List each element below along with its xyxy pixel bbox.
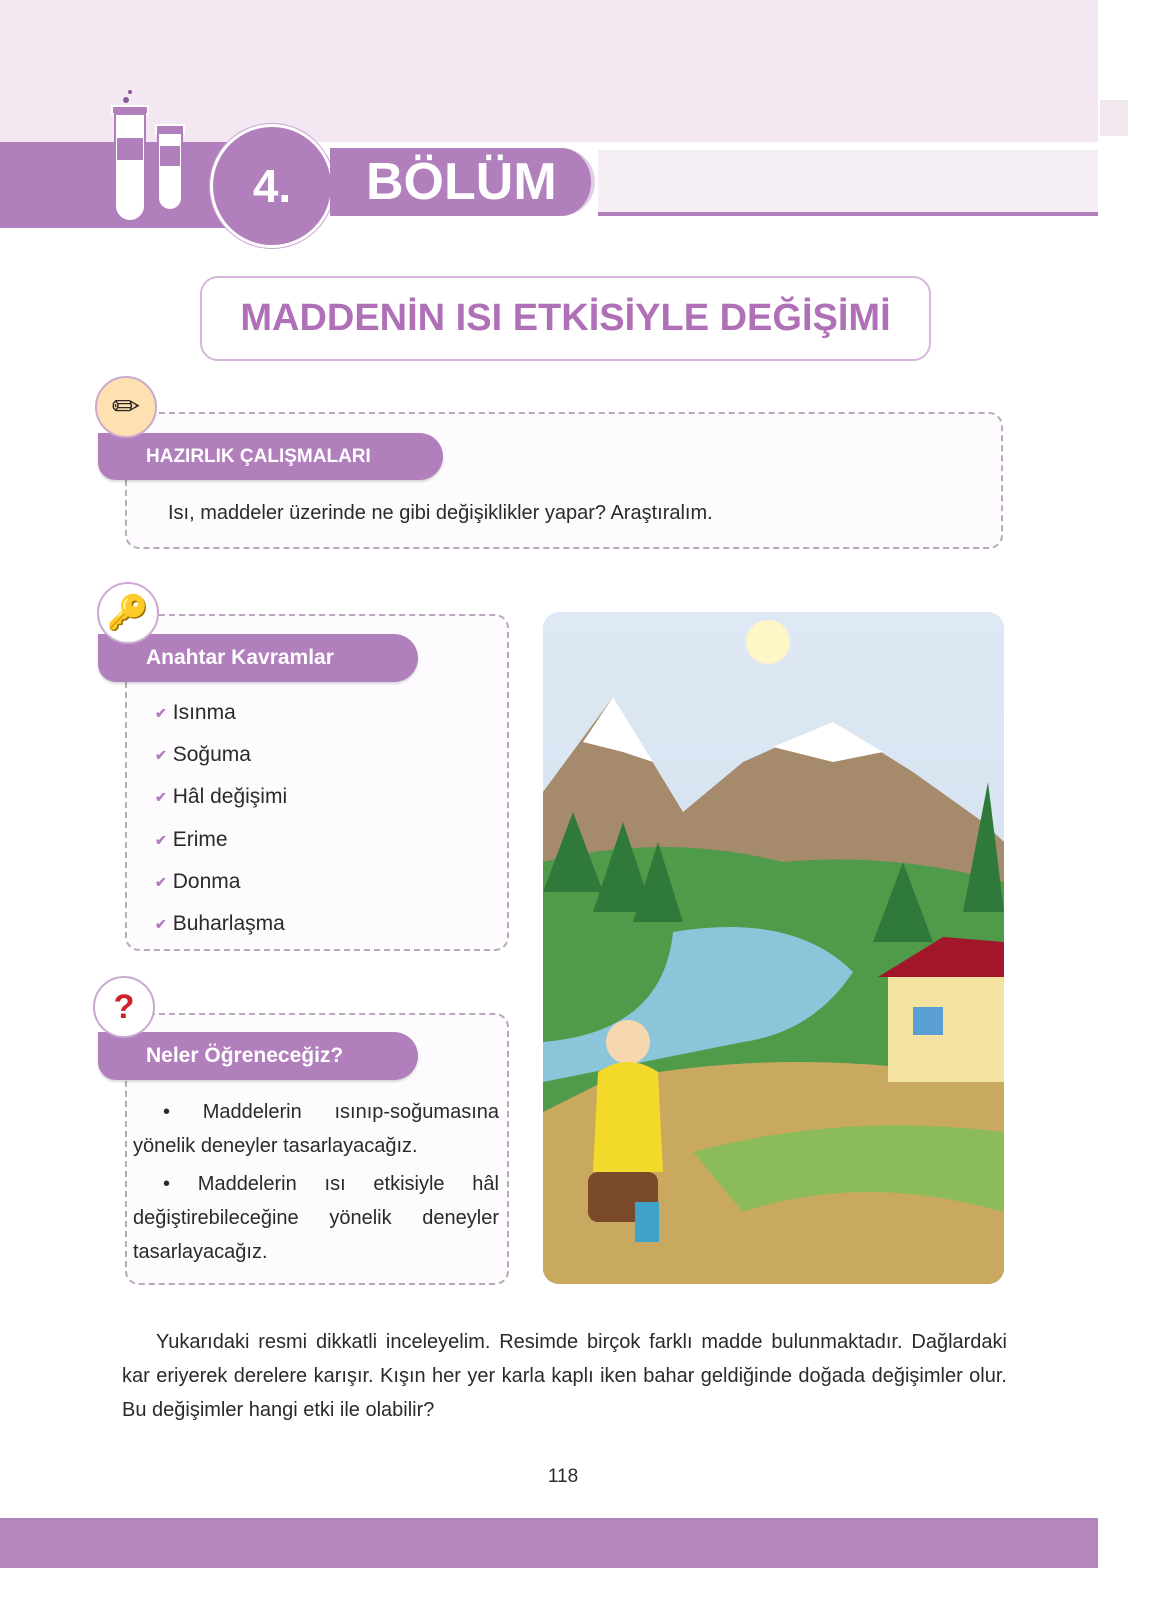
page-number: 118	[547, 1466, 579, 1487]
body-paragraph	[122, 1325, 1007, 1427]
check-icon: ✔	[155, 873, 167, 890]
key-concepts-label: Anahtar Kavramlar	[98, 634, 418, 682]
learning-goals-label: Neler Öğreneceğiz?	[98, 1032, 418, 1080]
check-icon: ✔	[155, 831, 167, 848]
key-icon: 🔑	[97, 582, 159, 644]
check-icon: ✔	[155, 746, 167, 763]
concept-item	[155, 828, 228, 852]
concept-item	[155, 912, 285, 936]
concept-item	[155, 701, 236, 725]
concept-text: Soğuma	[172, 743, 251, 766]
chapter-number: 4.	[210, 124, 334, 248]
paragraph-text: Yukarıdaki resmi dikkatli inceleyelim. Resimde birçok farklı madde bulunmaktadır. Dağlardaki kar eriyerek derelere karışır. Kışın her yer karla kaplı iken bahar geldiğinde doğada değişimler olur. Bu değişimler hangi etki ile olabilir?	[122, 1331, 1007, 1421]
check-icon: ✔	[155, 788, 167, 805]
check-icon: ✔	[155, 704, 167, 721]
concept-text: Donma	[172, 870, 241, 893]
spring-landscape-illustration	[543, 612, 1004, 1284]
concept-text: Isınma	[172, 701, 236, 724]
concept-item	[155, 870, 240, 894]
header-rule	[598, 212, 1098, 216]
concept-text: Hâl değişimi	[172, 785, 288, 808]
preparation-text: Isı, maddeler üzerinde ne gibi değişiklikler yapar? Araştıralım.	[168, 502, 713, 524]
learning-goal: • Maddelerin ısı etkisiyle hâl değiştirebileceğine yönelik deneyler tasarlayacağız.	[133, 1173, 499, 1263]
concept-item	[155, 785, 287, 809]
page-title: MADDENİN ISI ETKİSİYLE DEĞİŞİMİ	[200, 276, 931, 361]
concept-text: Erime	[172, 828, 228, 851]
concept-item	[155, 743, 251, 767]
question-mark-icon: ?	[93, 976, 155, 1038]
concept-text: Buharlaşma	[172, 912, 285, 935]
sun-icon	[746, 620, 790, 664]
learning-goal: • Maddelerin ısınıp-soğumasına yönelik deneyler tasarlayacağız.	[133, 1101, 499, 1157]
check-icon: ✔	[155, 915, 167, 932]
pencil-character-icon: ✏	[95, 376, 157, 438]
header-strip	[598, 150, 1098, 214]
footer-band	[0, 1518, 1098, 1568]
preparation-label: HAZIRLIK ÇALIŞMALARI	[98, 433, 443, 480]
page-edge	[1100, 100, 1128, 136]
chapter-label: BÖLÜM	[330, 148, 595, 216]
test-tubes-icon	[108, 88, 188, 223]
